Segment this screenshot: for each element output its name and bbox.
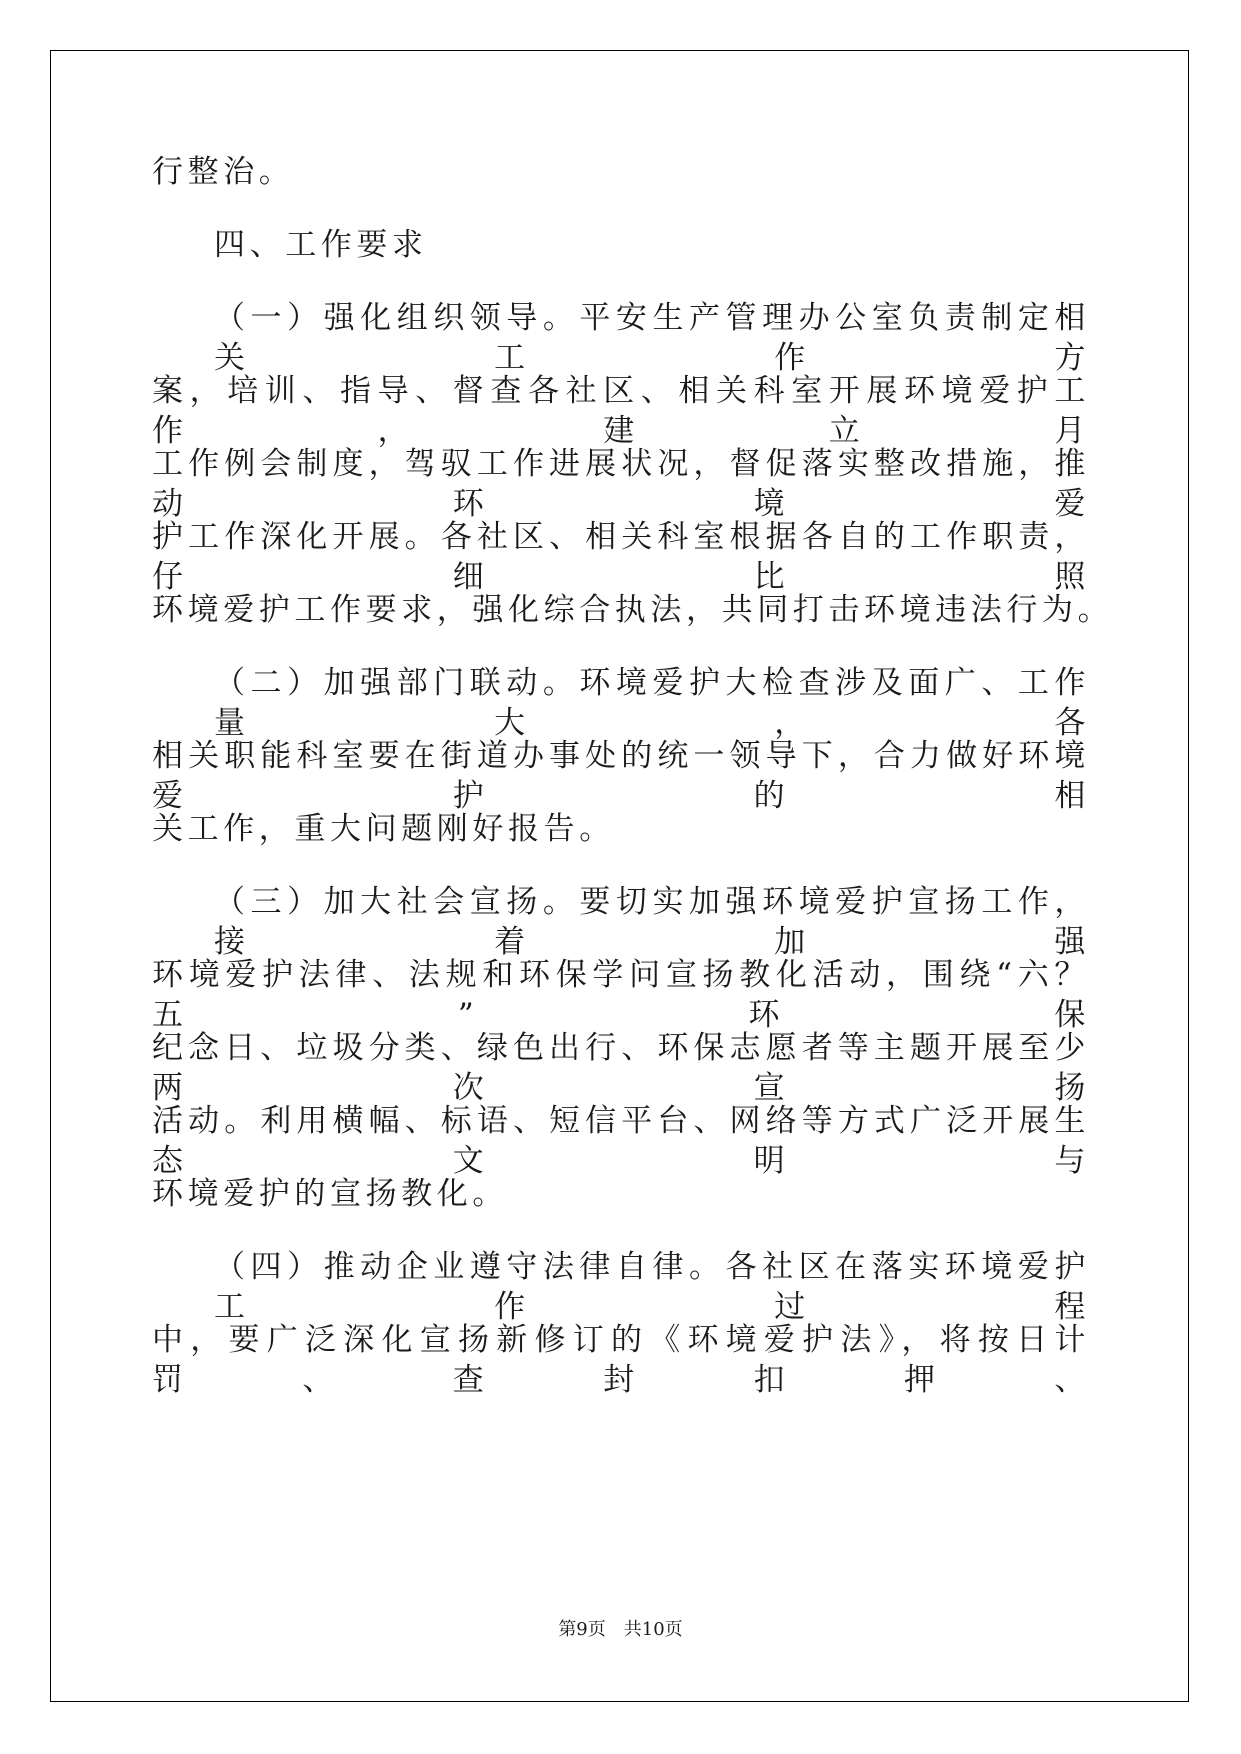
text-line-13: 纪念日、垃圾分类、绿色出行、环保志愿者等主题开展至少两次宣扬 [152,1030,1090,1106]
text-line-10: 关工作，重大问题刚好报告。 [152,811,615,847]
text-line-1: 行整治。 [152,154,295,190]
text-line-5: 工作例会制度，驾驭工作进展状况，督促落实整改措施，推动环境爱 [152,446,1090,522]
text-line-11: （三）加大社会宣扬。要切实加强环境爱护宣扬工作，接着加强 [214,884,1090,960]
text-line-6: 护工作深化开展。各社区、相关科室根据各自的工作职责，仔细比照 [152,519,1090,595]
text-line-12: 环境爱护法律、法规和环保学问宣扬教化活动，围绕“六？五”环保 [152,957,1090,1033]
text-line-4: 案，培训、指导、督查各社区、相关科室开展环境爱护工作，建立月 [152,373,1090,449]
page-total: 共10页 [623,1619,683,1640]
text-line-14: 活动。利用横幅、标语、短信平台、网络等方式广泛开展生态文明与 [152,1103,1090,1179]
section-heading-4: 四、工作要求 [214,227,428,263]
text-line-7: 环境爱护工作要求，强化综合执法，共同打击环境违法行为。 [152,592,1114,628]
text-line-9: 相关职能科室要在街道办事处的统一领导下，合力做好环境爱护的相 [152,738,1090,814]
text-line-3: （一）强化组织领导。平安生产管理办公室负责制定相关工作方 [214,300,1090,376]
page-number: 第9页 [558,1619,606,1640]
text-line-15: 环境爱护的宣扬教化。 [152,1176,508,1212]
text-line-8: （二）加强部门联动。环境爱护大检查涉及面广、工作量大，各 [214,665,1090,741]
text-line-17: 中，要广泛深化宣扬新修订的《环境爱护法》，将按日计罚、查封扣押、 [152,1322,1090,1398]
page-footer [0,1618,1241,1642]
text-line-16: （四）推动企业遵守法律自律。各社区在落实环境爱护工作过程 [214,1249,1090,1325]
